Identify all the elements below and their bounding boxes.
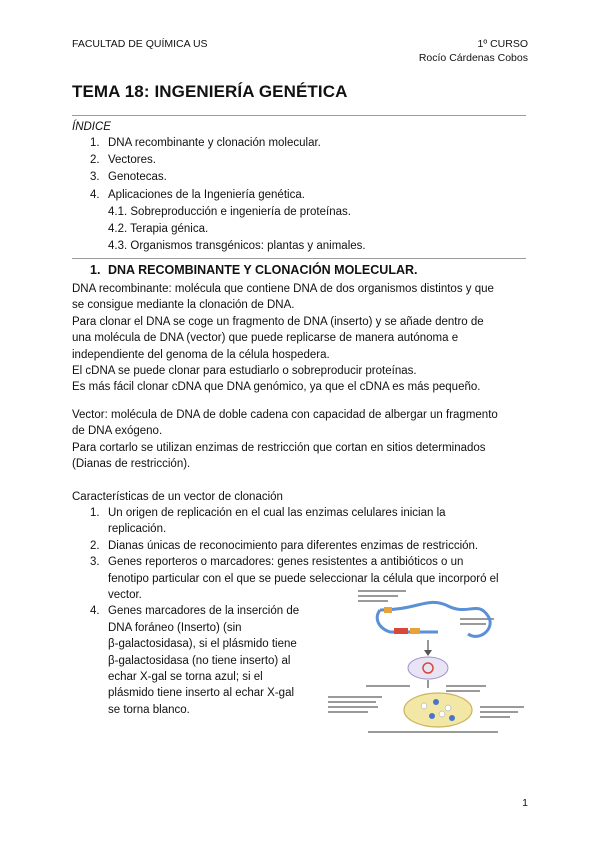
title-divider bbox=[72, 115, 526, 116]
list-item: 3. Genes reporteros o marcadores: genes resistentes a antibióticos o un fenotipo particular con el que se puede seleccionar la célula que incorporó el vector. bbox=[90, 556, 499, 602]
toc-subitem: 4.2. Terapia génica. bbox=[108, 223, 209, 236]
list-item: 1. Un origen de replicación en el cual las enzimas celulares inician la replicación. bbox=[90, 507, 446, 536]
toc-subitem: 4.1. Sobreproducción e ingeniería de proteínas. bbox=[108, 205, 351, 218]
cloning-figure bbox=[328, 588, 528, 736]
page-number: 1 bbox=[522, 797, 528, 809]
toc-item: 2. Vectores. bbox=[90, 154, 156, 167]
toc-item: 4. Aplicaciones de la Ingeniería genética. bbox=[90, 188, 305, 201]
index-heading: ÍNDICE bbox=[72, 121, 111, 133]
page-title: TEMA 18: INGENIERÍA GENÉTICA bbox=[72, 82, 348, 101]
paragraph-vector: Vector: molécula de DNA de doble cadena con capacidad de albergar un fragmento de DNA exógeno. Para cortarlo se utilizan enzimas de restricción que cortan en sitios determinados (Dianas de restricción). bbox=[72, 409, 498, 471]
cloning-diagram bbox=[328, 588, 528, 736]
header-course: 1º CURSO bbox=[477, 38, 528, 50]
petri-dish bbox=[404, 693, 472, 727]
list-item: 4. Genes marcadores de la inserción de DNA foráneo (Inserto) (sin β-galactosidasa), si el plásmido tiene β-galactosidasa (no tiene inserto) al echar X-gal se torna azul; si el plásmido tiene inserto al echar X-gal se torna blanco. bbox=[90, 605, 300, 716]
figure-caption-line bbox=[368, 731, 498, 733]
section-heading: 1. DNA RECOMBINANTE Y CLONACIÓN MOLECULAR. bbox=[90, 263, 418, 277]
marker-segment bbox=[410, 628, 420, 634]
header-author: Rocío Cárdenas Cobos bbox=[418, 52, 528, 64]
toc-subitem: 4.3. Organismos transgénicos: plantas y animales. bbox=[108, 240, 366, 253]
arrow-head bbox=[424, 650, 432, 656]
host-cell bbox=[408, 657, 448, 679]
insert-segment bbox=[394, 628, 408, 634]
toc-item: 3. Genotecas. bbox=[90, 171, 167, 184]
origin-segment bbox=[384, 607, 392, 613]
table-of-contents bbox=[90, 135, 366, 255]
header-faculty: FACULTAD DE QUÍMICA US bbox=[72, 38, 208, 50]
characteristics-heading: Características de un vector de clonación bbox=[72, 491, 283, 503]
index-divider bbox=[72, 258, 526, 259]
paragraph-recombinant-dna: DNA recombinante: molécula que contiene DNA de dos organismos distintos y que se consigue mediante la clonación de DNA. Para clonar el DNA se coge un fragmento de DNA (inserto) y se añade dentro de una molécula de DNA (vector) que puede replicarse de manera autónoma e independiente del genoma de la célula hospedera. El cDNA se puede clonar para estudiarlo o sobreproducir proteínas. Es más fácil clonar cDNA que DNA genómico, ya que el cDNA es más pequeño. bbox=[72, 283, 494, 394]
list-item: 2. Dianas únicas de reconocimiento para diferentes enzimas de restricción. bbox=[90, 539, 479, 552]
toc-item: 1. DNA recombinante y clonación molecular. bbox=[90, 137, 321, 149]
